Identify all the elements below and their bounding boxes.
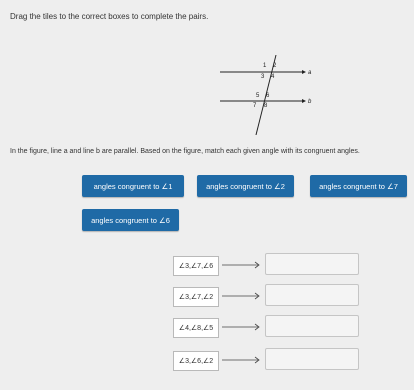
- pair-angles-1: ∠3,∠7,∠6: [173, 256, 219, 276]
- angle-4: 4: [271, 74, 275, 80]
- pair-angles-4: ∠3,∠6,∠2: [173, 351, 219, 371]
- arrow-icon: [222, 323, 262, 331]
- angle-8: 8: [264, 103, 268, 109]
- label-line-a: a: [308, 70, 312, 76]
- tile-congruent-1[interactable]: [82, 175, 184, 197]
- drop-target-4[interactable]: [265, 348, 359, 370]
- arrow-icon: [222, 292, 262, 300]
- angle-5: 5: [256, 93, 260, 99]
- drop-target-2[interactable]: [265, 284, 359, 306]
- tile-label: angles congruent to ∠1: [93, 181, 173, 191]
- angle-2: 2: [273, 63, 277, 69]
- tile-congruent-7[interactable]: [310, 175, 407, 197]
- tile-label: angles congruent to ∠2: [206, 181, 285, 191]
- pair-angles-3: ∠4,∠8,∠5: [173, 318, 219, 338]
- angle-3: 3: [261, 74, 265, 80]
- drop-target-3[interactable]: [265, 315, 359, 337]
- drop-target-1[interactable]: [265, 253, 359, 275]
- parallel-lines-figure: [220, 55, 320, 135]
- label-line-b: b: [308, 99, 312, 105]
- angle-6: 6: [266, 93, 270, 99]
- tile-label: angles congruent to ∠6: [91, 215, 170, 225]
- tile-label: angles congruent to ∠7: [319, 181, 398, 191]
- question-text: In the figure, line a and line b are parallel. Based on the figure, match each given angle with its congruent angles.: [10, 148, 360, 155]
- pair-angles-2: ∠3,∠7,∠2: [173, 287, 219, 307]
- arrow-icon: [222, 261, 262, 269]
- angle-1: 1: [263, 63, 267, 69]
- tile-congruent-6[interactable]: [82, 209, 179, 231]
- instruction-text: Drag the tiles to the correct boxes to complete the pairs.: [10, 12, 209, 21]
- tile-congruent-2[interactable]: [197, 175, 294, 197]
- arrow-icon: [222, 356, 262, 364]
- angle-7: 7: [253, 103, 257, 109]
